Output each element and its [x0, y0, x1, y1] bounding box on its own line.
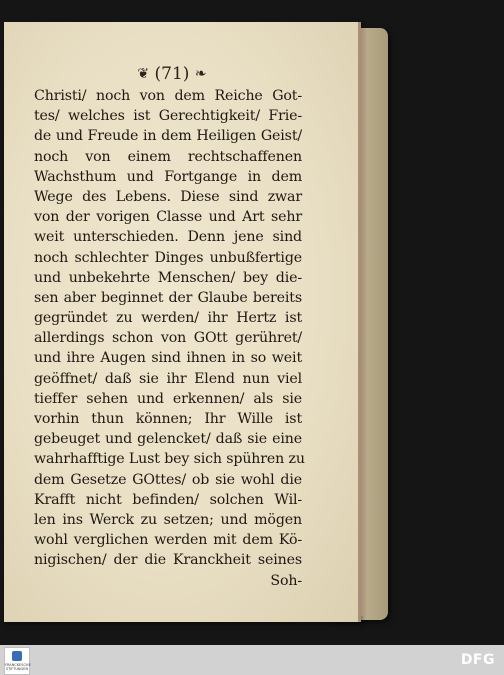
book-page — [4, 22, 361, 622]
text-line: Christi/ noch von dem Reiche Got- — [34, 88, 302, 104]
page-header — [112, 64, 232, 88]
text-line: noch von einem rechtschaffenen — [34, 148, 302, 165]
text-line: von der vorigen Classe und Art sehr — [34, 209, 302, 226]
text-line: wahrhafftige Lust bey sich spühren zu — [34, 451, 305, 468]
text-line: sen aber beginnet der Glaube bereits — [34, 289, 302, 306]
text-line: allerdings schon von GOtt gerühret/ — [34, 330, 302, 347]
text-line: tes/ welches ist Gerechtigkeit/ Frie- — [34, 108, 302, 125]
text-line: nigischen/ der die Kranckheit seines — [34, 552, 302, 569]
text-line: vorhin thun können; Ihr Wille ist — [34, 411, 302, 427]
text-line: Krafft nicht befinden/ solchen Wil- — [34, 491, 302, 508]
text-line: len ins Werck zu setzen; und mögen — [34, 511, 302, 528]
text-line: Wege des Lebens. Diese sind zwar — [34, 188, 302, 205]
text-line: weit unterschieden. Denn jene sind — [34, 229, 302, 246]
text-line: gegründet zu werden/ ihr Hertz ist — [34, 310, 302, 327]
faded-stamp-mark — [38, 576, 79, 592]
text-line: gebeuget und gelencket/ daß sie eine — [34, 431, 302, 448]
franckesche-stiftungen-logo[interactable] — [4, 647, 30, 675]
text-line: und unbekehrte Menschen/ bey die- — [34, 269, 302, 286]
text-line: Wachsthum und Fortgange in dem — [34, 168, 302, 185]
page-body — [34, 86, 305, 591]
text-line: tieffer sehen und erkennen/ als sie — [34, 390, 302, 407]
text-line: dem Gesetze GOttes/ ob sie wohl die — [34, 471, 302, 488]
text-line: de und Freude in dem Heiligen Geist/ — [34, 128, 302, 145]
left-ornament-icon: ❦ — [137, 66, 150, 82]
catchword: Soh- — [270, 572, 302, 589]
text-line: geöffnet/ daß sie ihr Elend nun viel — [34, 370, 302, 387]
foundation-logo-text: FRANCKESCHE STIFTUNGEN — [5, 663, 31, 671]
footer-bar — [0, 645, 504, 675]
foundation-mark-icon — [12, 651, 22, 661]
right-ornament-icon: ❧ — [194, 66, 207, 82]
dfg-logo[interactable]: DFG — [460, 652, 495, 668]
text-line: und ihre Augen sind ihnen in so weit — [34, 350, 302, 367]
text-line: noch schlechter Dinges unbußfertige — [34, 249, 302, 266]
text-line: wohl verglichen werden mit dem Kö- — [34, 532, 302, 549]
page-number: (71) — [154, 64, 190, 84]
